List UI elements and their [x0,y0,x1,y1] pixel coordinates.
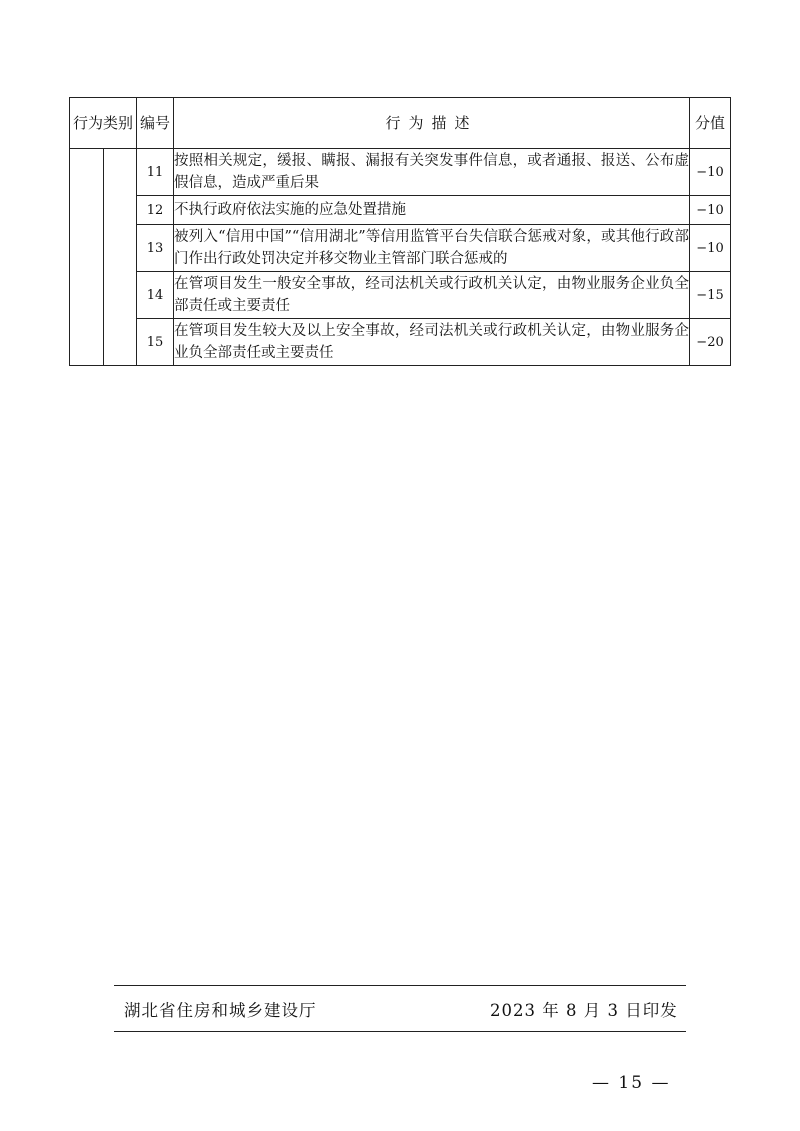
table-row [70,149,731,196]
header-description: 行为描述 [174,98,690,149]
row-number: 11 [137,149,174,196]
row-score: −10 [690,225,731,272]
row-description: 在管项目发生一般安全事故，经司法机关或行政机关认定，由物业服务企业负全部责任或主要责任 [174,272,690,319]
row-number: 13 [137,225,174,272]
row-description: 按照相关规定，缓报、瞒报、漏报有关突发事件信息，或者通报、报送、公布虚假信息，造成严重后果 [174,149,690,196]
header-score: 分值 [690,98,731,149]
header-category: 行为类别 [70,98,137,149]
row-score: −10 [690,149,731,196]
header-number: 编号 [137,98,174,149]
behavior-score-table [69,97,731,366]
row-number: 14 [137,272,174,319]
table-row [70,196,731,225]
row-score: −20 [690,319,731,366]
table-row [70,272,731,319]
footer-bottom-rule [114,1031,686,1032]
row-number: 12 [137,196,174,225]
row-number: 15 [137,319,174,366]
footer-top-rule [114,985,686,986]
row-description: 不执行政府依法实施的应急处置措施 [174,196,690,225]
table-row [70,225,731,272]
row-score: −15 [690,272,731,319]
table-row [70,319,731,366]
row-score: −10 [690,196,731,225]
category-cell-inner [104,149,137,366]
row-description: 在管项目发生较大及以上安全事故，经司法机关或行政机关认定，由物业服务企业负全部责任或主要责任 [174,319,690,366]
table-header-row [70,98,731,149]
footer-issuer: 湖北省住房和城乡建设厅 [124,1001,317,1020]
page-number: — 15 — [592,1073,671,1093]
row-description: 被列入“信用中国”“信用湖北”等信用监管平台失信联合惩戒对象，或其他行政部门作出行政处罚决定并移交物业主管部门联合惩戒的 [174,225,690,272]
footer-date: 2023 年 8 月 3 日印发 [490,1001,678,1020]
category-cell-outer [70,149,104,366]
